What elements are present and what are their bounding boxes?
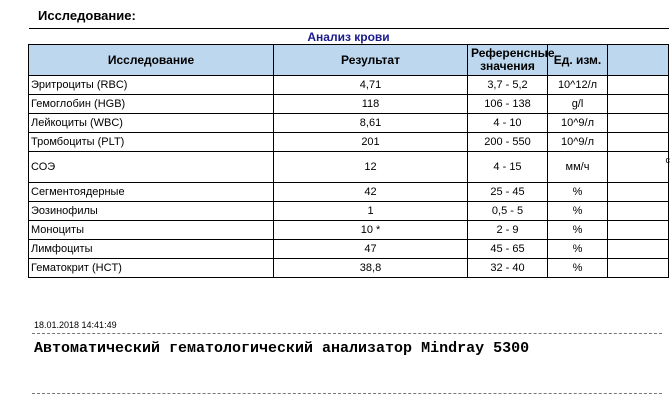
cell-reference: 3,7 - 5,2 (468, 76, 548, 95)
table-row (29, 114, 669, 133)
cell-unit: g/l (548, 95, 608, 114)
cell-result: 4,71 (274, 76, 468, 95)
cell-reference: 4 - 10 (468, 114, 548, 133)
cell-unit: % (548, 221, 608, 240)
table-row (29, 133, 669, 152)
table-row (29, 221, 669, 240)
cell-reference: 25 - 45 (468, 183, 548, 202)
cell-result: 38,8 (274, 259, 468, 278)
cell-result: 201 (274, 133, 468, 152)
cell-extra (608, 221, 669, 240)
cell-reference: 32 - 40 (468, 259, 548, 278)
column-header-extra (608, 45, 669, 76)
column-header-reference: Референсные значения (468, 45, 548, 76)
table-row (29, 202, 669, 221)
analyzer-name: Автоматический гематологический анализатор Mindray 5300 (34, 340, 530, 357)
cell-test-name: Эритроциты (RBC) (29, 76, 274, 95)
cell-extra (608, 76, 669, 95)
cell-extra (608, 95, 669, 114)
table-body (29, 76, 669, 278)
cell-unit: 10^9/л (548, 114, 608, 133)
cell-unit: % (548, 259, 608, 278)
cell-reference: 106 - 138 (468, 95, 548, 114)
cell-unit: % (548, 240, 608, 259)
column-header-result: Результат (274, 45, 468, 76)
cell-unit: 10^9/л (548, 133, 608, 152)
cell-extra (608, 152, 669, 183)
cell-reference: 45 - 65 (468, 240, 548, 259)
cell-reference: 0,5 - 5 (468, 202, 548, 221)
cell-result: 8,61 (274, 114, 468, 133)
cell-extra (608, 240, 669, 259)
cell-result: 42 (274, 183, 468, 202)
table-title: Анализ крови (29, 29, 669, 45)
cell-test-name: Гемоглобин (HGB) (29, 95, 274, 114)
cell-extra (608, 259, 669, 278)
table-row (29, 183, 669, 202)
cell-extra (608, 114, 669, 133)
cell-test-name: Тромбоциты (PLT) (29, 133, 274, 152)
blood-analysis-table-wrap (28, 28, 668, 278)
cell-test-name: СОЭ (29, 152, 274, 183)
column-header-test: Исследование (29, 45, 274, 76)
cell-test-name: Моноциты (29, 221, 274, 240)
cell-unit: % (548, 202, 608, 221)
cell-result: 118 (274, 95, 468, 114)
cell-extra-text: c (665, 155, 670, 165)
cell-reference: 200 - 550 (468, 133, 548, 152)
dotted-separator-top (32, 333, 662, 334)
cell-result: 12 (274, 152, 468, 183)
cell-test-name: Сегментоядерные (29, 183, 274, 202)
cell-unit: 10^12/л (548, 76, 608, 95)
table-row (29, 259, 669, 278)
column-header-unit: Ед. изм. (548, 45, 608, 76)
table-row (29, 76, 669, 95)
cell-result: 47 (274, 240, 468, 259)
cell-result: 1 (274, 202, 468, 221)
cell-reference: 2 - 9 (468, 221, 548, 240)
dotted-separator-bottom (32, 393, 662, 394)
cell-test-name: Лейкоциты (WBC) (29, 114, 274, 133)
table-row (29, 240, 669, 259)
cell-test-name: Гематокрит (HCT) (29, 259, 274, 278)
blood-analysis-table (28, 28, 669, 278)
cell-unit: мм/ч (548, 152, 608, 183)
cell-unit: % (548, 183, 608, 202)
table-caption-row (29, 29, 669, 45)
table-row (29, 95, 669, 114)
cell-reference: 4 - 15 (468, 152, 548, 183)
table-header-row (29, 45, 669, 76)
cell-test-name: Эозинофилы (29, 202, 274, 221)
cell-extra (608, 183, 669, 202)
report-timestamp: 18.01.2018 14:41:49 (34, 320, 117, 330)
cell-test-name: Лимфоциты (29, 240, 274, 259)
cell-extra (608, 133, 669, 152)
table-row (29, 152, 669, 183)
cell-result: 10 * (274, 221, 468, 240)
section-heading: Исследование: (38, 8, 136, 23)
cell-extra (608, 202, 669, 221)
